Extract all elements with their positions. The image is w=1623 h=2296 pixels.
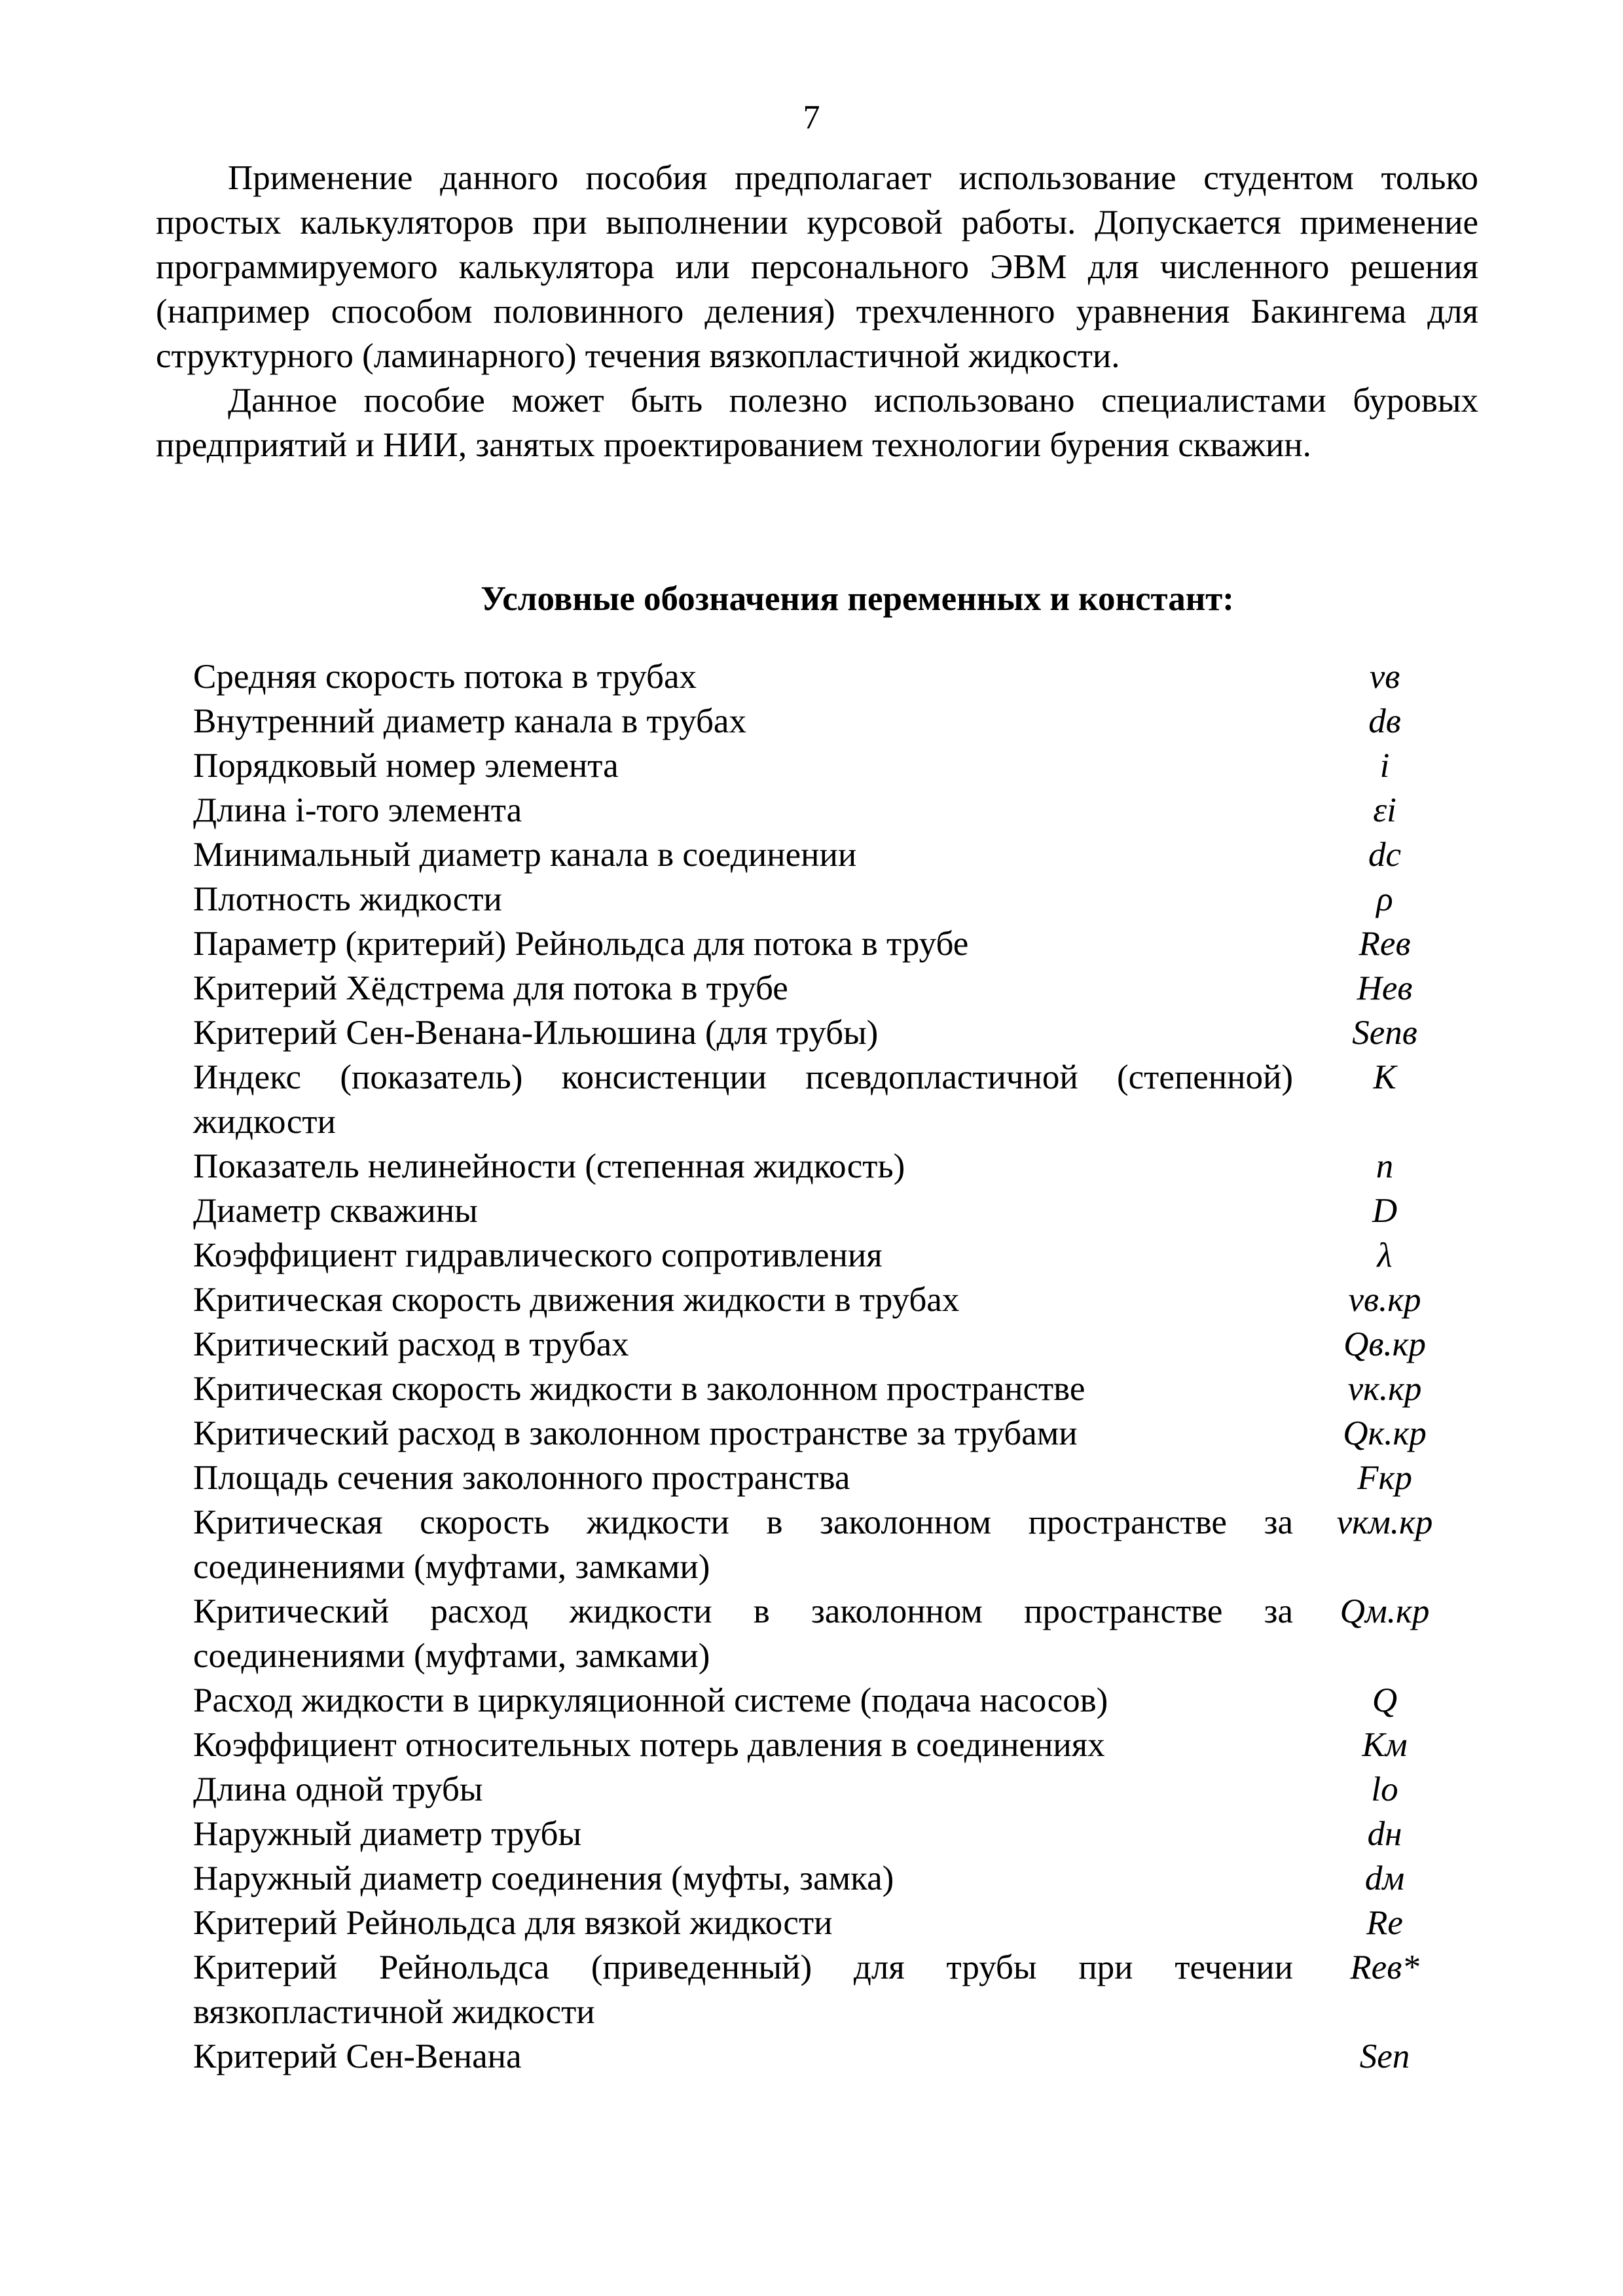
symbol-row [193, 1500, 1476, 1589]
symbol-row [193, 699, 1476, 744]
intro-paragraph: Данное пособие может быть полезно использовано специалистами буровых предприятий и НИИ, занятых проектированием технологии бурения скважин. [156, 382, 1478, 464]
section-heading: Условные обозначения переменных и констант: [481, 580, 1234, 618]
symbol-row [193, 966, 1476, 1011]
symbol-notation: Fкр [1357, 1459, 1412, 1497]
symbol-row [193, 1945, 1476, 2034]
symbol-row [193, 744, 1476, 788]
symbol-notation: εi [1373, 791, 1396, 829]
symbol-description: Критерий Рейнольдса (приведенный) для трубы при течении вязкопластичной жидкости [193, 1948, 1293, 2031]
symbol-row [193, 1856, 1476, 1901]
symbol-notation: Qв.кр [1343, 1325, 1426, 1363]
symbol-notation: i [1379, 747, 1390, 785]
symbol-description: Наружный диаметр соединения (муфты, замка) [193, 1859, 894, 1897]
symbol-notation: Reв* [1350, 1948, 1419, 1986]
symbol-notation: n [1376, 1147, 1394, 1185]
symbol-description: Критерий Хёдстрема для потока в трубе [193, 969, 788, 1007]
symbol-notation: dв [1368, 702, 1401, 740]
symbol-description: Минимальный диаметр канала в соединении [193, 836, 857, 874]
symbol-notation: dм [1364, 1859, 1405, 1897]
symbol-description: Коэффициент гидравлического сопротивления [193, 1236, 883, 1274]
symbol-notation: Qм.кр [1340, 1592, 1430, 1630]
symbol-row [193, 1456, 1476, 1500]
symbol-description: Коэффициент относительных потерь давления в соединениях [193, 1726, 1105, 1764]
symbol-row [193, 2034, 1476, 2079]
symbol-description: Критерий Рейнольдса для вязкой жидкости [193, 1904, 833, 1942]
symbol-description: Критическая скорость жидкости в заколонном пространстве за соединениями (муфтами, замками) [193, 1503, 1293, 1586]
symbol-notation: Sen [1359, 2037, 1410, 2075]
symbol-row [193, 1723, 1476, 1767]
symbol-notation: Re [1366, 1904, 1403, 1942]
symbol-row [193, 1367, 1476, 1411]
symbol-notation: K [1373, 1058, 1396, 1096]
symbol-notation: lо [1371, 1770, 1398, 1808]
symbol-notation: λ [1377, 1236, 1393, 1274]
symbol-description: Площадь сечения заколонного пространства [193, 1459, 850, 1497]
symbol-row [193, 788, 1476, 833]
symbol-notation: D [1372, 1192, 1398, 1230]
symbols-list [193, 655, 1476, 2079]
symbol-row [193, 1233, 1476, 1278]
symbol-row [193, 1011, 1476, 1055]
intro-paragraph: Применение данного пособия предполагает использование студентом только простых калькуляторов при выполнении курсовой работы. Допускается применение программируемого калькулятора или персонального ЭВМ для численного решения (например способом половинного деления) трехчленного уравнения Бакингема для структурного (ламинарного) течения вязкопластичной жидкости. [156, 159, 1478, 375]
symbol-row [193, 1189, 1476, 1233]
symbol-notation: Reв [1359, 925, 1411, 963]
symbol-description: Длина одной трубы [193, 1770, 483, 1808]
symbol-row [193, 1767, 1476, 1812]
symbol-notation: Kм [1362, 1726, 1408, 1764]
symbol-notation: Senв [1352, 1014, 1417, 1052]
symbol-notation: dн [1367, 1815, 1402, 1853]
symbol-notation: vв [1369, 658, 1400, 696]
symbol-description: Длина i-того элемента [193, 791, 522, 829]
symbol-notation: dс [1368, 836, 1402, 874]
symbol-notation: Q [1372, 1681, 1398, 1719]
symbol-row [193, 833, 1476, 877]
symbol-notation: Qк.кр [1343, 1414, 1427, 1452]
symbol-row [193, 1144, 1476, 1189]
symbol-row [193, 877, 1476, 922]
page-number: 7 [803, 99, 820, 136]
symbol-description: Расход жидкости в циркуляционной системе (подача насосов) [193, 1681, 1108, 1719]
intro-text [156, 156, 1478, 467]
symbol-row [193, 922, 1476, 966]
symbol-row [193, 1411, 1476, 1456]
symbol-notation: vк.кр [1347, 1370, 1422, 1408]
symbol-notation: vв.кр [1348, 1281, 1421, 1319]
symbol-description: Критическая скорость жидкости в заколонном пространстве [193, 1370, 1085, 1408]
symbol-description: Средняя скорость потока в трубах [193, 658, 697, 696]
symbol-row [193, 655, 1476, 699]
symbol-description: Критический расход в заколонном пространстве за трубами [193, 1414, 1078, 1452]
symbol-row [193, 1278, 1476, 1322]
symbol-description: Критерий Сен-Венана-Ильюшина (для трубы) [193, 1014, 879, 1052]
symbol-notation: ρ [1376, 880, 1393, 918]
symbol-description: Критерий Сен-Венана [193, 2037, 522, 2075]
symbol-description: Плотность жидкости [193, 880, 502, 918]
symbol-description: Критический расход жидкости в заколонном пространстве за соединениями (муфтами, замками) [193, 1592, 1293, 1675]
symbol-description: Порядковый номер элемента [193, 747, 619, 785]
symbol-description: Диаметр скважины [193, 1192, 478, 1230]
symbol-description: Внутренний диаметр канала в трубах [193, 702, 746, 740]
symbol-description: Параметр (критерий) Рейнольдса для потока в трубе [193, 925, 969, 963]
symbol-description: Наружный диаметр трубы [193, 1815, 582, 1853]
symbol-description: Критическая скорость движения жидкости в трубах [193, 1281, 960, 1319]
symbol-row [193, 1901, 1476, 1945]
symbol-notation: Heв [1357, 969, 1413, 1007]
symbol-row [193, 1322, 1476, 1367]
symbol-description: Показатель нелинейности (степенная жидкость) [193, 1147, 905, 1185]
symbol-notation: vкм.кр [1336, 1503, 1433, 1541]
symbol-row [193, 1678, 1476, 1723]
symbol-row [193, 1812, 1476, 1856]
symbol-description: Критический расход в трубах [193, 1325, 629, 1363]
symbol-description: Индекс (показатель) консистенции псевдопластичной (степенной) жидкости [193, 1058, 1293, 1141]
symbol-row [193, 1589, 1476, 1678]
symbol-row [193, 1055, 1476, 1144]
